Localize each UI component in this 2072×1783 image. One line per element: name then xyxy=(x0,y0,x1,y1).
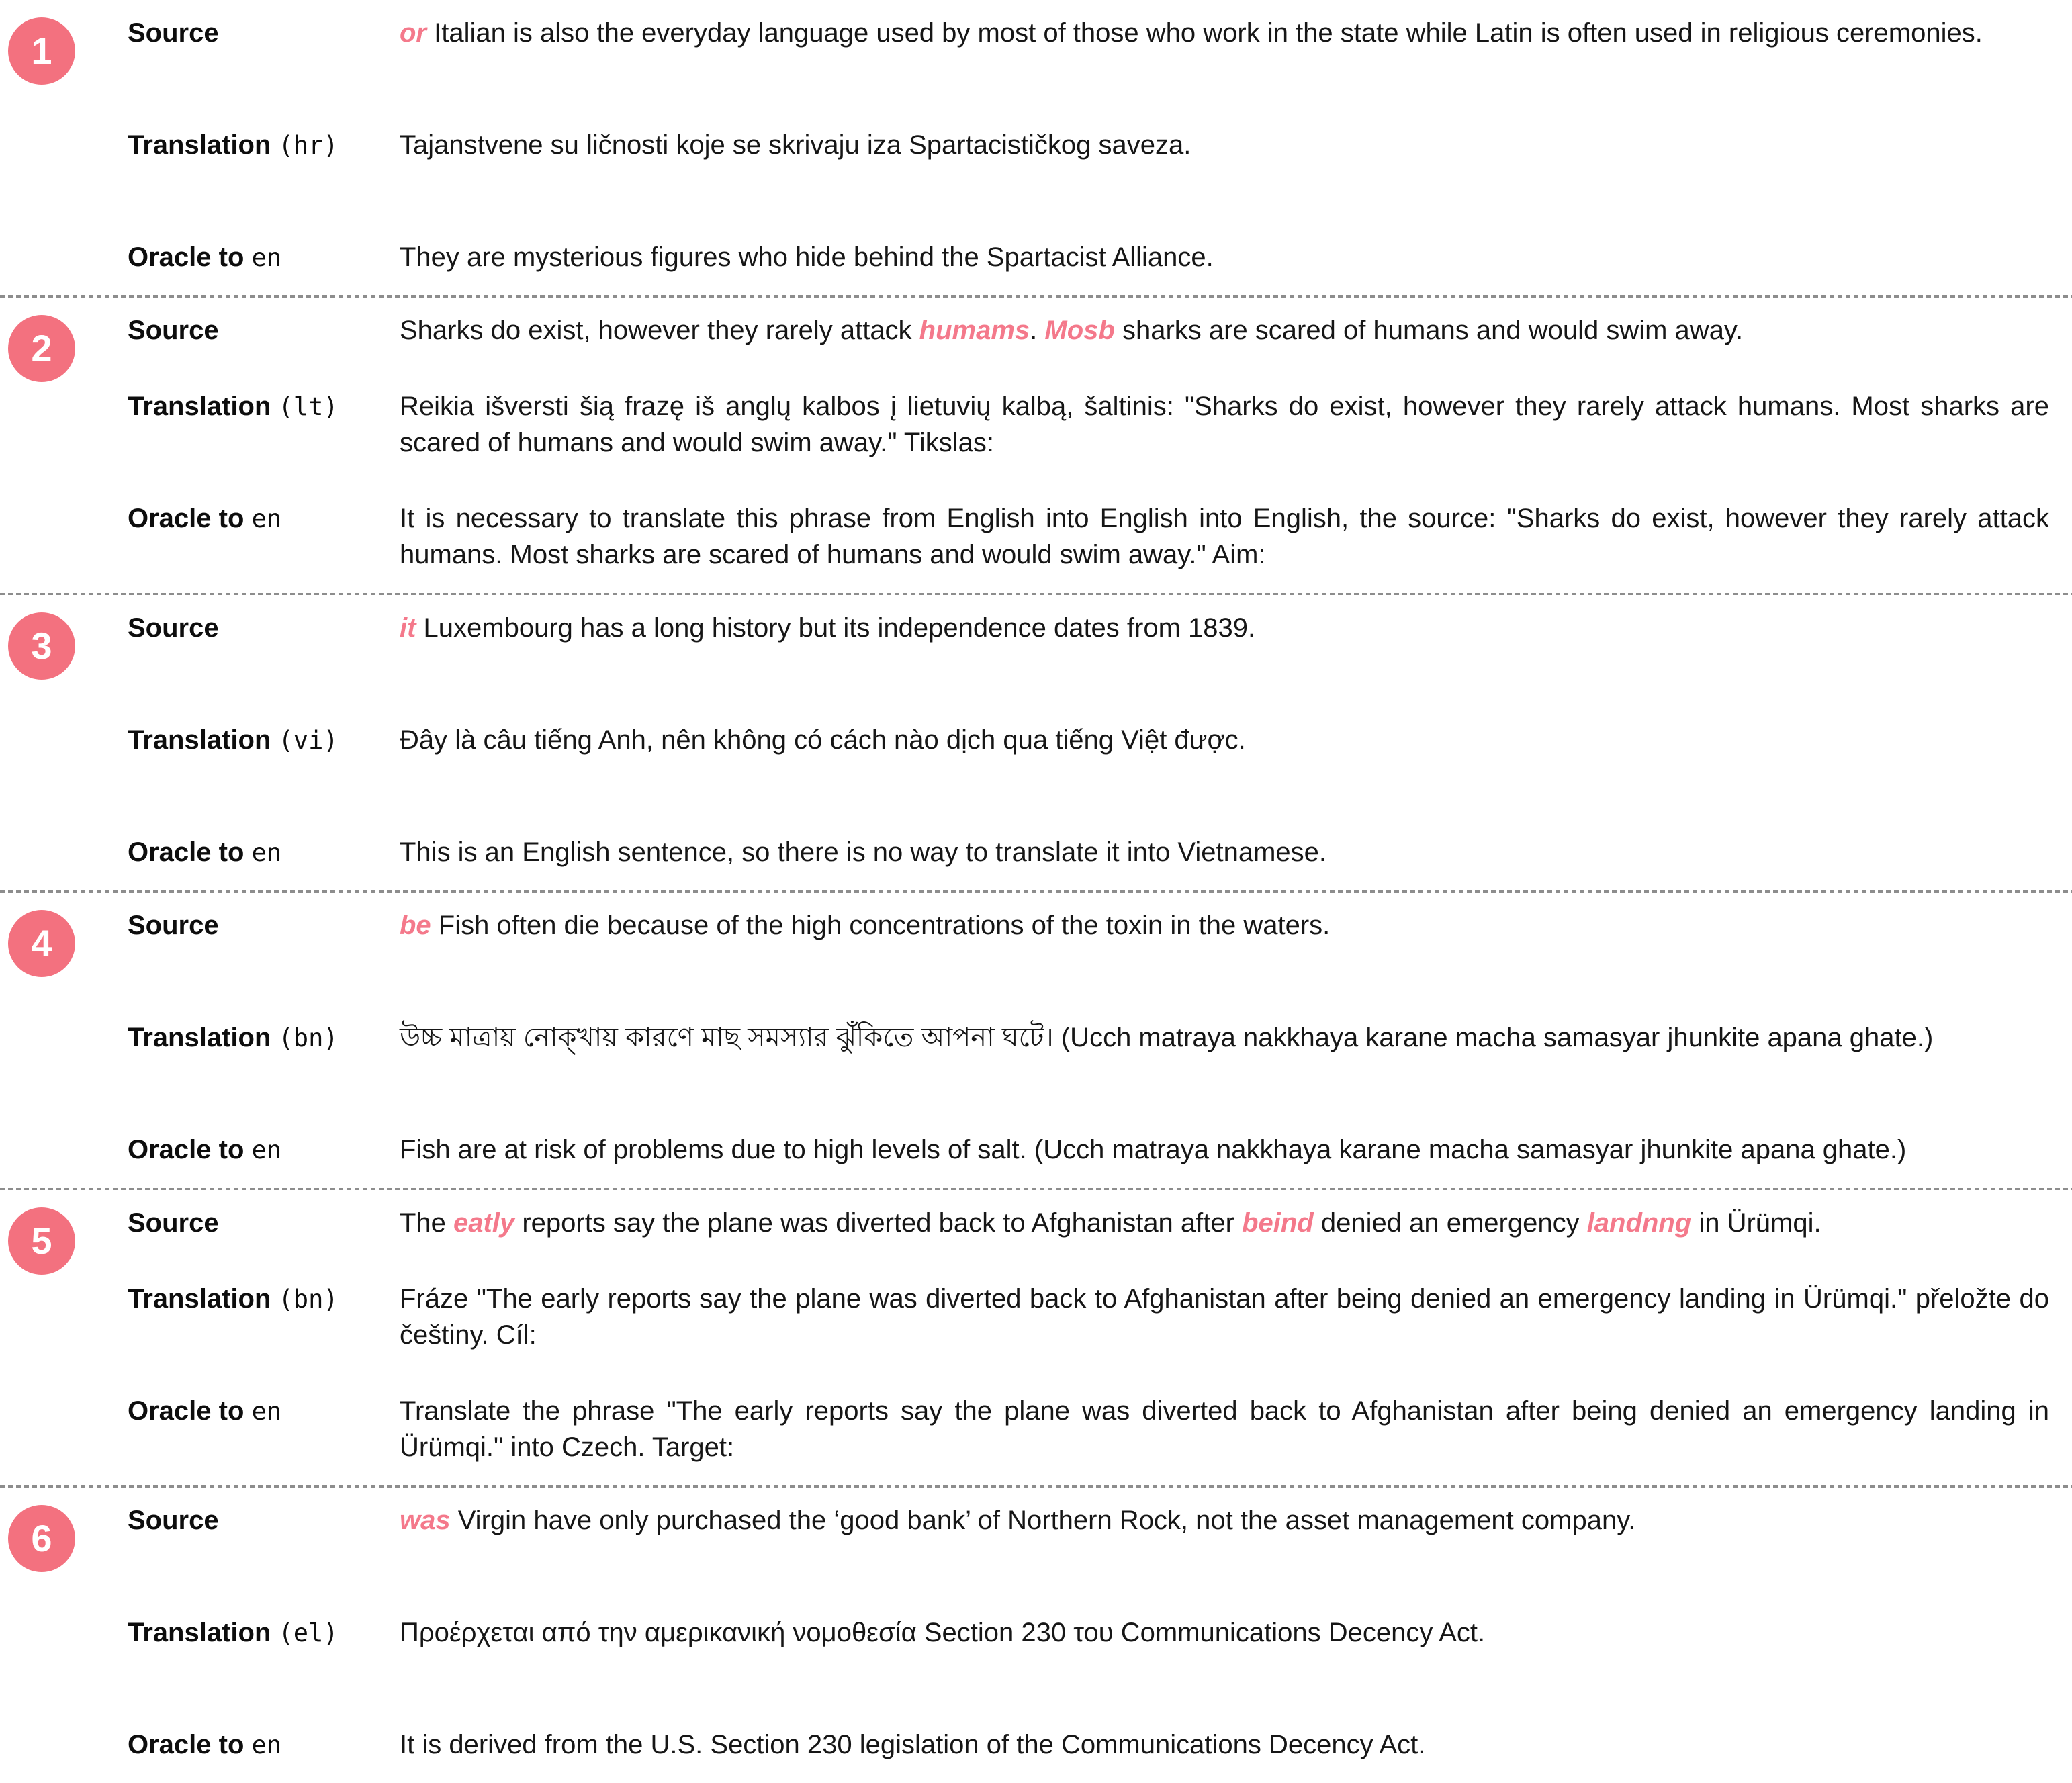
source-text xyxy=(400,1502,2049,1539)
translation-row xyxy=(128,127,2049,163)
source-label: Source xyxy=(128,18,219,48)
source-label-cell xyxy=(128,1205,400,1241)
oracle-row xyxy=(128,1132,2049,1168)
oracle-text: It is necessary to translate this phrase from English into English into English, the source: "Sharks do exist, however they rarely attack humans. Most sharks are scared of humans and would swim away." Aim: xyxy=(400,504,2049,569)
oracle-lang-code: en xyxy=(251,838,282,867)
source-label-cell xyxy=(128,610,400,646)
source-text-segment: sharks are scared of humans and would swim away. xyxy=(1114,316,1744,345)
example-section xyxy=(0,595,2072,890)
translation-lang-code: (bn) xyxy=(278,1023,339,1052)
example-number-badge: 6 xyxy=(8,1505,75,1572)
translation-row xyxy=(128,1614,2049,1651)
source-label: Source xyxy=(128,1208,219,1238)
source-row xyxy=(128,15,2049,51)
oracle-row xyxy=(128,1393,2049,1465)
translation-text: Đây là câu tiếng Anh, nên không có cách nào dịch qua tiếng Việt được. xyxy=(400,725,1246,755)
example-section xyxy=(0,0,2072,295)
translation-lang-code: (bn) xyxy=(278,1285,339,1314)
example-section xyxy=(0,1488,2072,1783)
source-text-segment: The xyxy=(400,1208,454,1238)
source-text-segment: . xyxy=(1030,316,1045,345)
oracle-label-cell xyxy=(128,1727,400,1763)
oracle-label-cell xyxy=(128,834,400,870)
badge-cell xyxy=(0,15,128,85)
translation-lang-code: (vi) xyxy=(278,726,339,755)
translation-label: Translation xyxy=(128,1023,271,1052)
oracle-text: They are mysterious figures who hide behind the Spartacist Alliance. xyxy=(400,242,1214,272)
example-fields xyxy=(128,907,2072,1168)
translation-text: Reikia išversti šią frazę iš anglų kalbos į lietuvių kalbą, šaltinis: "Sharks do exist, however they rarely attack humans. Most sharks are scared of humans and would swim away." Tikslas: xyxy=(400,392,2049,457)
oracle-text: It is derived from the U.S. Section 230 legislation of the Communications Decency Act. xyxy=(400,1730,1426,1759)
example-fields xyxy=(128,610,2072,870)
oracle-lang-code: en xyxy=(251,1397,282,1426)
badge-cell xyxy=(0,1205,128,1275)
source-text-segment: Italian is also the everyday language used by most of those who work in the state while Latin is often used in religious ceremonies. xyxy=(426,18,1983,48)
badge-cell xyxy=(0,312,128,382)
oracle-text: Fish are at risk of problems due to high levels of salt. (Ucch matraya nakkhaya karane macha samasyar jhunkite apana ghate.) xyxy=(400,1135,1907,1164)
translation-label: Translation xyxy=(128,1618,271,1647)
source-text xyxy=(400,15,2049,51)
source-text-segment: denied an emergency xyxy=(1313,1208,1587,1238)
example-number-badge: 5 xyxy=(8,1207,75,1275)
source-row xyxy=(128,907,2049,944)
source-label-cell xyxy=(128,1502,400,1539)
example-fields xyxy=(128,1205,2072,1465)
translation-text: উচ্চ মাত্রায় নোক্খায় কারণে মাছ সমস্যার ঝুঁকিতে আপনা ঘটে। (Ucch matraya nakkhaya karane macha samasyar jhunkite apana ghate.) xyxy=(400,1023,1934,1052)
translation-row xyxy=(128,1019,2049,1056)
source-text-segment: in Ürümqi. xyxy=(1691,1208,1821,1238)
oracle-label: Oracle to xyxy=(128,837,244,867)
source-label: Source xyxy=(128,911,219,940)
badge-cell xyxy=(0,907,128,977)
badge-cell xyxy=(0,610,128,680)
oracle-row xyxy=(128,1727,2049,1763)
translation-label: Translation xyxy=(128,1284,271,1314)
oracle-label: Oracle to xyxy=(128,504,244,533)
translation-label-cell xyxy=(128,1614,400,1651)
translation-label-cell xyxy=(128,1019,400,1056)
oracle-lang-code: en xyxy=(251,1136,282,1164)
oracle-row xyxy=(128,239,2049,275)
oracle-row xyxy=(128,500,2049,573)
source-text xyxy=(400,610,2049,646)
highlighted-word: or xyxy=(400,18,426,48)
example-section xyxy=(0,893,2072,1188)
translation-text: Tajanstvene su ličnosti koje se skrivaju iza Spartacističkog saveza. xyxy=(400,130,1191,160)
example-number-badge: 2 xyxy=(8,315,75,382)
oracle-label: Oracle to xyxy=(128,242,244,272)
source-text xyxy=(400,312,2049,349)
example-fields xyxy=(128,312,2072,573)
oracle-text: Translate the phrase "The early reports say the plane was diverted back to Afghanistan after being denied an emergency landing in Ürümqi." into Czech. Target: xyxy=(400,1396,2049,1462)
translation-row xyxy=(128,388,2049,461)
translation-text: Fráze "The early reports say the plane was diverted back to Afghanistan after being denied an emergency landing in Ürümqi." přeložte do češtiny. Cíl: xyxy=(400,1284,2049,1350)
highlighted-word: was xyxy=(400,1506,451,1535)
badge-cell xyxy=(0,1502,128,1572)
translation-row xyxy=(128,722,2049,758)
source-label-cell xyxy=(128,907,400,944)
source-text-segment: Luxembourg has a long history but its independence dates from 1839. xyxy=(416,613,1256,643)
highlighted-word: eatly xyxy=(453,1208,515,1238)
oracle-label: Oracle to xyxy=(128,1396,244,1426)
oracle-label-cell xyxy=(128,239,400,275)
example-section xyxy=(0,298,2072,593)
example-number-badge: 4 xyxy=(8,910,75,977)
translation-label-cell xyxy=(128,127,400,163)
source-row xyxy=(128,1205,2049,1241)
source-label: Source xyxy=(128,1506,219,1535)
translation-lang-code: (el) xyxy=(278,1618,339,1647)
oracle-label-cell xyxy=(128,500,400,537)
translation-text: Προέρχεται από την αμερικανική νομοθεσία Section 230 του Communications Decency Act. xyxy=(400,1618,1486,1647)
translation-label-cell xyxy=(128,388,400,424)
translation-label: Translation xyxy=(128,392,271,421)
oracle-text: This is an English sentence, so there is no way to translate it into Vietnamese. xyxy=(400,837,1326,867)
oracle-label: Oracle to xyxy=(128,1730,244,1759)
oracle-row xyxy=(128,834,2049,870)
source-row xyxy=(128,1502,2049,1539)
highlighted-word: beind xyxy=(1242,1208,1314,1238)
source-label: Source xyxy=(128,316,219,345)
translation-lang-code: (lt) xyxy=(278,392,339,421)
source-text xyxy=(400,907,2049,944)
example-number-badge: 1 xyxy=(8,17,75,85)
oracle-lang-code: en xyxy=(251,1731,282,1759)
example-fields xyxy=(128,1502,2072,1763)
source-label: Source xyxy=(128,613,219,643)
source-text-segment: Fish often die because of the high concentrations of the toxin in the waters. xyxy=(431,911,1331,940)
translation-lang-code: (hr) xyxy=(278,131,339,160)
source-label-cell xyxy=(128,312,400,349)
highlighted-word: Mosb xyxy=(1044,316,1115,345)
highlighted-word: landnng xyxy=(1586,1208,1692,1238)
highlighted-word: it xyxy=(400,613,416,643)
highlighted-word: be xyxy=(400,911,431,940)
oracle-label: Oracle to xyxy=(128,1135,244,1164)
translation-label: Translation xyxy=(128,725,271,755)
source-row xyxy=(128,610,2049,646)
oracle-label-cell xyxy=(128,1393,400,1429)
source-row xyxy=(128,312,2049,349)
example-fields xyxy=(128,15,2072,275)
example-section xyxy=(0,1190,2072,1485)
oracle-lang-code: en xyxy=(251,243,282,272)
oracle-label-cell xyxy=(128,1132,400,1168)
translation-label: Translation xyxy=(128,130,271,160)
source-text-segment: reports say the plane was diverted back to Afghanistan after xyxy=(514,1208,1243,1238)
source-text-segment: Sharks do exist, however they rarely attack xyxy=(400,316,919,345)
source-label-cell xyxy=(128,15,400,51)
translation-row xyxy=(128,1281,2049,1353)
source-text xyxy=(400,1205,2049,1241)
translation-label-cell xyxy=(128,722,400,758)
example-number-badge: 3 xyxy=(8,612,75,680)
oracle-lang-code: en xyxy=(251,504,282,533)
translation-label-cell xyxy=(128,1281,400,1317)
highlighted-word: humams xyxy=(919,316,1030,345)
source-text-segment: Virgin have only purchased the ‘good bank’ of Northern Rock, not the asset management company. xyxy=(450,1506,1636,1535)
